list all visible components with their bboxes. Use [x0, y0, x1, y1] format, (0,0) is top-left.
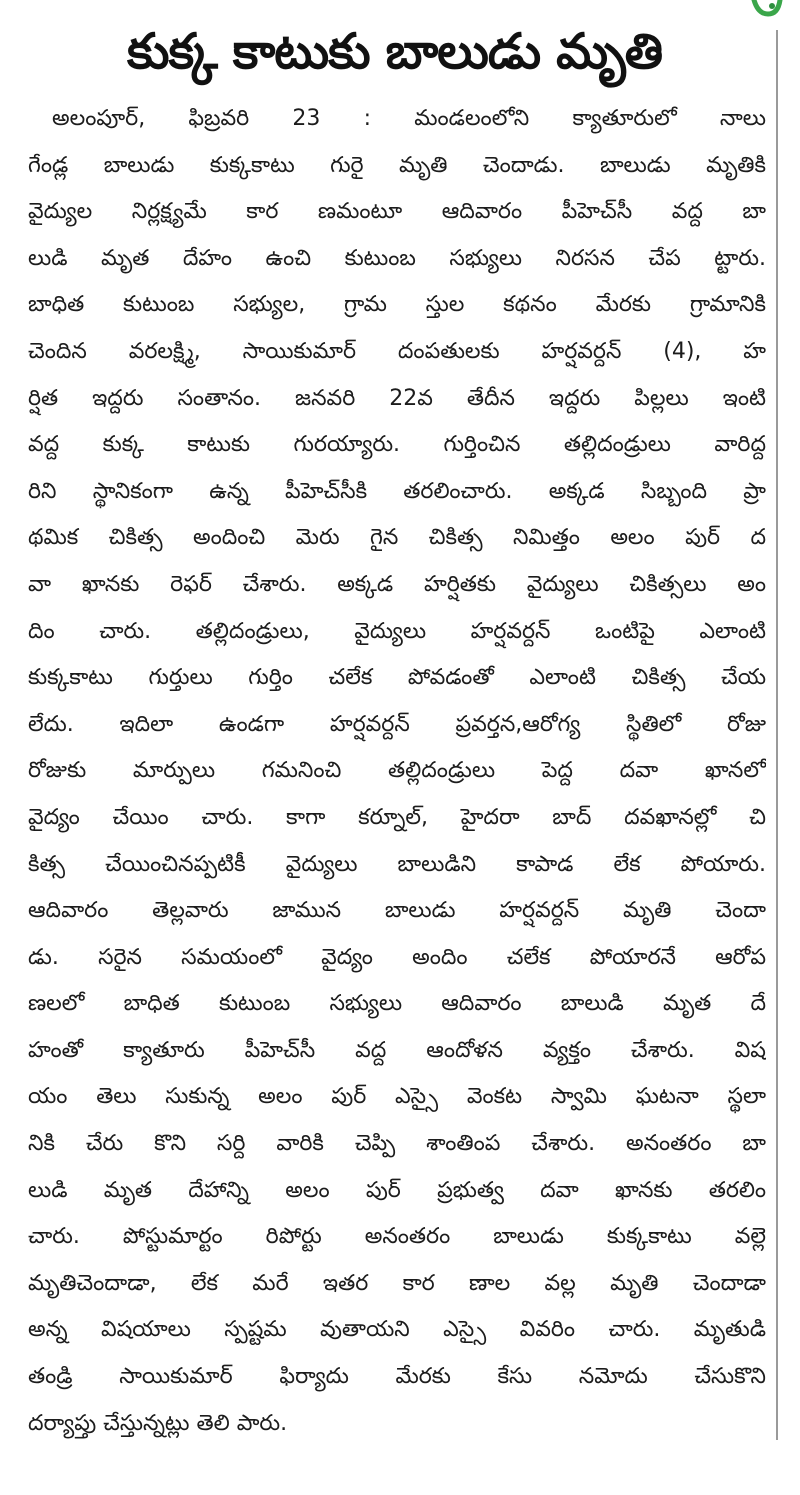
article-line: థమిక చికిత్స అందించి మెరు గైన చికిత్స నిమిత్తం అలం పుర్ ద	[28, 525, 766, 551]
article-line: వా ఖానకు రెఫర్ చేశారు. అక్కడ హర్షితకు వైద్యులు చికిత్సలు అం	[28, 571, 766, 597]
article-line: లుడి మృత దేహం ఉంచి కుటుంబ సభ్యులు నిరసన చేప ట్టారు.	[28, 245, 766, 271]
article-line: బాధిత కుటుంబ సభ్యుల, గ్రామ స్తుల కథనం మేరకు గ్రామానికి	[28, 292, 766, 318]
article-line: రోజుకు మార్పులు గమనించి తల్లిదండ్రులు పెద్ద దవా ఖానలో	[28, 758, 766, 784]
article-line: దిం చారు. తల్లిదండ్రులు, వైద్యులు హర్షవర్దన్ ఒంటిపై ఎలాంటి	[28, 618, 766, 644]
article-line: మృతిచెందాడా, లేక మరే ఇతర కార ణాల వల్ల మృతి చెందాడా	[28, 1270, 766, 1296]
article-line: రిని స్థానికంగా ఉన్న పీహెచ్‌సీకి తరలించారు. అక్కడ సిబ్బంది ప్రా	[28, 478, 766, 504]
article-line: ర్షిత ఇద్దరు సంతానం. జనవరి 22వ తేదీన ఇద్దరు పిల్లలు ఇంటి	[28, 385, 766, 411]
article-line: కుక్కకాటు గుర్తులు గుర్తిం చలేక పోవడంతో ఎలాంటి చికిత్స చేయ	[28, 665, 766, 691]
article-line: అన్న విషయాలు స్పష్టమ వుతాయని ఎస్సై వివరిం చారు. మృతుడి	[28, 1317, 766, 1343]
article-line: దర్యాప్తు చేస్తున్నట్లు తెలి పారు.	[28, 1410, 288, 1436]
article-line: వైద్యం చేయిం చారు. కాగా కర్నూల్, హైదరా బాద్ దవఖానల్లో చి	[28, 804, 766, 830]
article-line: యం తెలు సుకున్న అలం పుర్ ఎస్సై వెంకట స్వామి ఘటనా స్థలా	[28, 1084, 766, 1110]
article-line: ణలలో బాధిత కుటుంబ సభ్యులు ఆదివారం బాలుడి మృత దే	[28, 991, 766, 1017]
article-line: హంతో క్యాతూరు పీహెచ్‌సీ వద్ద ఆందోళన వ్యక్తం చేశారు. విష	[28, 1037, 766, 1063]
column-divider	[776, 30, 778, 1440]
article-line: వద్ద కుక్క కాటుకు గురయ్యారు. గుర్తించిన తల్లిదండ్రులు వారిద్ద	[28, 432, 766, 458]
article-line: ఆదివారం తెల్లవారు జామున బాలుడు హర్షవర్దన్ మృతి చెందా	[28, 898, 766, 924]
article-line: చారు. పోస్టుమార్టం రిపోర్టు అనంతరం బాలుడు కుక్కకాటు వల్లె	[28, 1224, 766, 1250]
article-line: నికి చేరు కొని సర్ది వారికి చెప్పి శాంతింప చేశారు. అనంతరం బా	[28, 1131, 766, 1157]
article-line: కిత్స చేయించినప్పటికీ వైద్యులు బాలుడిని కాపాడ లేక పోయారు.	[28, 851, 766, 877]
article-headline: కుక్క కాటుకు బాలుడు మృతి	[126, 23, 663, 80]
article-line: తండ్రి సాయికుమార్ ఫిర్యాదు మేరకు కేసు నమోదు చేసుకొని	[28, 1364, 766, 1390]
article-line: డు. సరైన సమయంలో వైద్యం అందిం చలేక పోయారనే ఆరోప	[28, 944, 766, 970]
article-line: అలంపూర్, ఫిబ్రవరి 23 : మండలంలోని క్యాతూరులో నాలు	[52, 106, 766, 131]
article-body	[28, 96, 766, 1447]
article-line: లేదు. ఇదిలా ఉండగా హర్షవర్దన్ ప్రవర్తన,ఆరోగ్య స్థితిలో రోజు	[28, 711, 766, 737]
article-line: వైద్యుల నిర్లక్ష్యమే కార ణమంటూ ఆదివారం పీహెచ్‌సీ వద్ద బా	[28, 199, 766, 225]
article-line: గేండ్ల బాలుడు కుక్కకాటు గురై మృతి చెందాడు. బాలుడు మృతికి	[28, 152, 766, 178]
article-line: లుడి మృత దేహాన్ని అలం పుర్ ప్రభుత్వ దవా ఖానకు తరలిం	[28, 1177, 766, 1203]
article-line: చెందిన వరలక్ష్మి, సాయికుమార్ దంపతులకు హర్షవర్దన్ (4), హ	[28, 338, 766, 364]
